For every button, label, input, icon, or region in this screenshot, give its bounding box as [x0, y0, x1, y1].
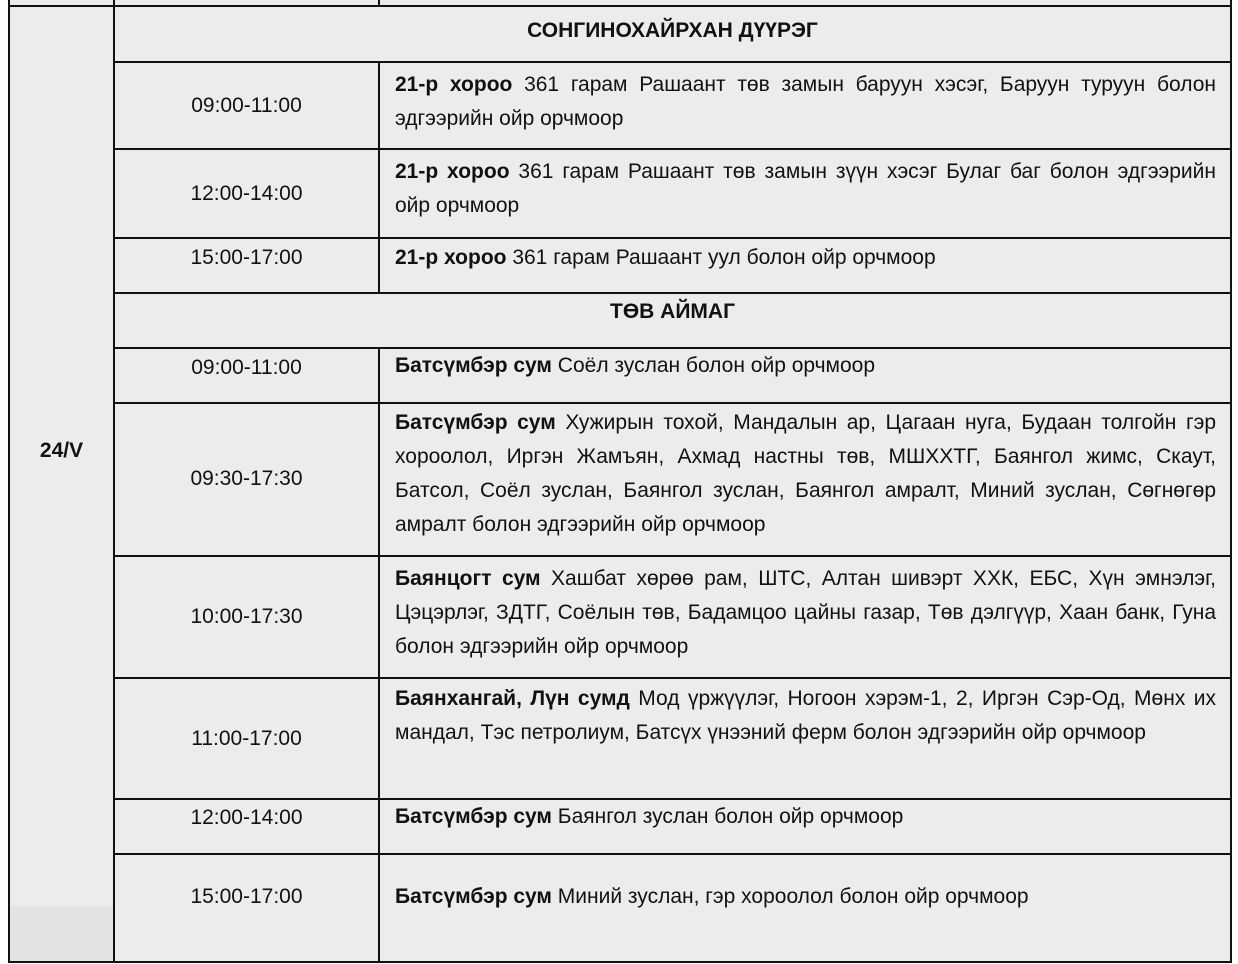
location-details: Хашбат хөрөө рам, ШТС, Алтан шивэрт ХХК, ЕБС, Хүн эмнэлэг, Цэцэрлэг, ЗДТГ, Соёлын төв, Бадамцоо цайны газар, Төв дэлгүүр, Хаан банк, Гуна болон эдгээрийн ойр орчмоор: [395, 567, 1216, 658]
location-lead: 21-р хороо: [395, 246, 507, 269]
description-cell: [378, 677, 1232, 800]
location-lead: Баянхангай, Лүн сумд: [395, 687, 630, 710]
location-details: 361 гарам Рашаант төв замын баруун хэсэг, Баруун туруун болон эдгээрийн ойр орчмоор: [395, 73, 1216, 130]
description-cell: [378, 402, 1232, 557]
location-lead: 21-р хороо: [395, 73, 513, 96]
location-lead: 21-р хороо: [395, 160, 510, 183]
description-cell: [378, 555, 1232, 679]
location-details: Соёл зуслан болон ойр орчмоор: [551, 354, 876, 377]
time-range: 10:00-17:30: [190, 605, 303, 628]
time-range: 15:00-17:00: [190, 885, 303, 908]
location-details: Миний зуслан, гэр хороолол болон ойр орчмоор: [551, 885, 1029, 908]
time-cell: [113, 237, 380, 294]
time-cell: [113, 148, 380, 239]
time-range: 09:00-11:00: [191, 93, 302, 117]
time-range: 09:30-17:30: [190, 466, 303, 490]
location-details: Баянгол зуслан болон ойр орчмоор: [551, 805, 904, 828]
location-details: 361 гарам Рашаант уул болон ойр орчмоор: [506, 246, 936, 269]
time-range: 11:00-17:00: [191, 726, 302, 750]
description-cell: [378, 853, 1232, 963]
location-lead: Баянцогт сум: [395, 567, 541, 590]
time-cell: [113, 61, 380, 150]
section-header-songinokhairkhan: [113, 5, 1232, 63]
time-range: 09:00-11:00: [191, 355, 302, 379]
time-range: 12:00-14:00: [190, 805, 303, 829]
description-cell: [378, 237, 1232, 294]
location-lead: Батсүмбэр сум: [395, 805, 552, 828]
time-cell: [113, 798, 380, 855]
date-label: 24/V: [39, 439, 84, 462]
time-cell: [113, 555, 380, 679]
time-range: 12:00-14:00: [190, 181, 303, 205]
time-cell: [113, 677, 380, 800]
date-cell-shade: [10, 906, 113, 961]
description-cell: [378, 61, 1232, 150]
location-details: Хужирын тохой, Мандалын ар, Цагаан нуга, Будаан толгойн гэр хороолол, Иргэн Жамъян, Ахмад настны төв, МШХХТГ, Баянгол жимс, Скаут, Батсол, Соёл зуслан, Баянгол зуслан, Баянгол амралт, Миний зуслан, Сөгнөгөр амралт болон эдгээрийн ойр орчмоор: [395, 411, 1217, 536]
time-cell: [113, 853, 380, 963]
location-lead: Батсүмбэр сум: [395, 354, 552, 377]
section-title: ТӨВ АЙМАГ: [610, 300, 735, 323]
time-range: 15:00-17:00: [190, 245, 303, 269]
time-cell: [113, 402, 380, 557]
location-lead: Батсүмбэр сум: [395, 885, 552, 908]
location-details: 361 гарам Рашаант төв замын зүүн хэсэг Булаг баг болон эдгээрийн ойр орчмоор: [395, 160, 1216, 217]
date-cell: [8, 5, 115, 963]
location-lead: Батсүмбэр сум: [395, 411, 556, 434]
section-title: СОНГИНОХАЙРХАН ДҮҮРЭГ: [527, 19, 818, 42]
description-cell: [378, 148, 1232, 239]
description-cell: [378, 798, 1232, 855]
location-details: Мод үржүүлэг, Ногоон хэрэм-1, 2, Иргэн Сэр-Од, Мөнх их мандал, Тэс петролиум, Батсүх үнээний ферм болон эдгээрийн ойр орчмоор: [395, 687, 1216, 744]
section-header-tov-aimag: [113, 292, 1232, 349]
time-cell: [113, 347, 380, 404]
description-line: [395, 880, 1029, 914]
description-cell: [378, 347, 1232, 404]
